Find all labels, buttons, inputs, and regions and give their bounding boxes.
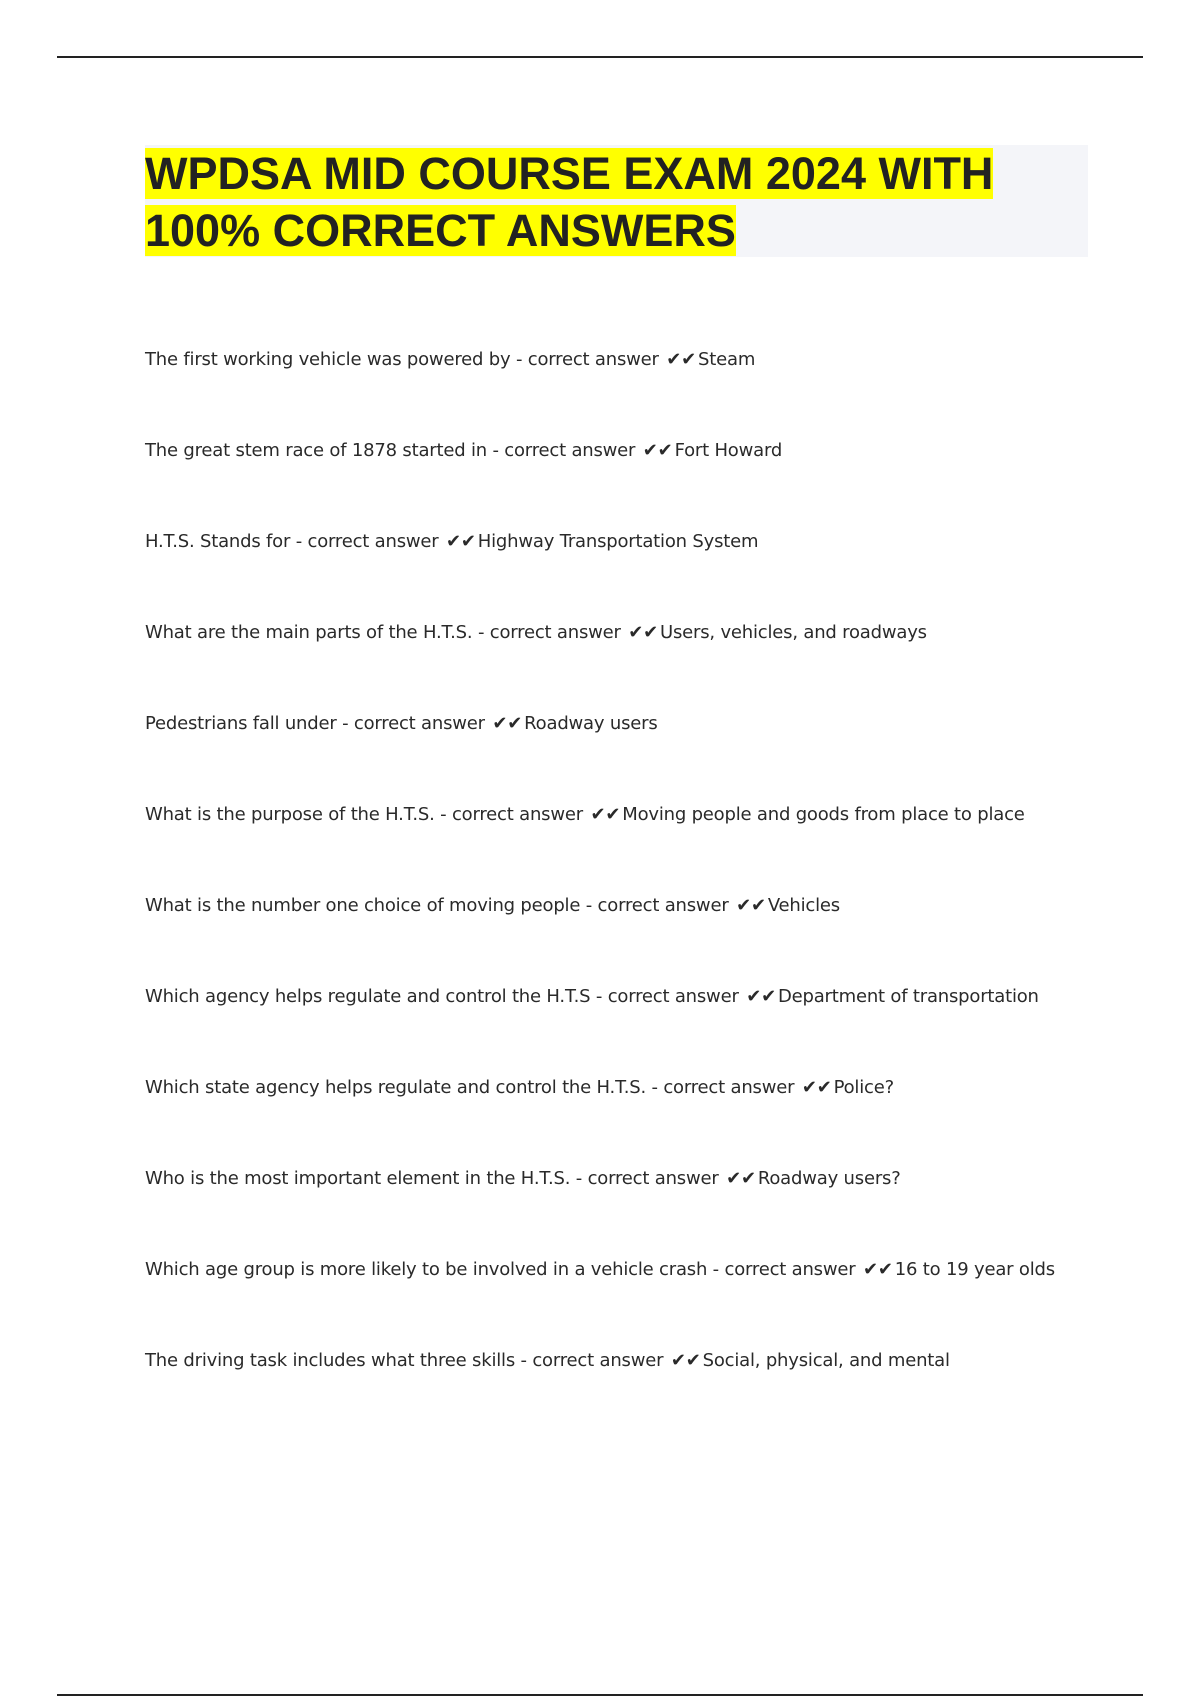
question-text: H.T.S. Stands for - correct answer xyxy=(145,531,439,552)
question-text: Pedestrians fall under - correct answer xyxy=(145,713,485,734)
qa-item xyxy=(145,1346,1145,1437)
answer-text: Police? xyxy=(833,1077,894,1098)
double-check-icon: ✔✔ xyxy=(492,713,523,734)
qa-item xyxy=(145,1073,1145,1164)
answer-text: Moving people and goods from place to place xyxy=(622,804,1025,825)
question-text: What are the main parts of the H.T.S. - correct answer xyxy=(145,622,621,643)
qa-item xyxy=(145,800,1145,891)
bottom-rule xyxy=(57,1694,1143,1696)
double-check-icon: ✔✔ xyxy=(746,986,776,1007)
qa-item xyxy=(145,436,1145,527)
qa-item xyxy=(145,1164,1145,1255)
answer-text: Highway Transportation System xyxy=(477,531,759,552)
answer-text: Fort Howard xyxy=(674,440,783,461)
double-check-icon: ✔✔ xyxy=(628,622,659,643)
double-check-icon: ✔✔ xyxy=(642,440,673,461)
question-text: The driving task includes what three skills - correct answer xyxy=(145,1350,664,1371)
title-highlight: WPDSA MID COURSE EXAM 2024 WITH 100% CORRECT ANSWERS xyxy=(145,148,994,256)
document-title xyxy=(145,145,1088,259)
qa-item xyxy=(145,709,1145,800)
qa-item xyxy=(145,1255,1145,1346)
qa-item xyxy=(145,982,1145,1073)
answer-text: Users, vehicles, and roadways xyxy=(660,622,927,643)
question-text: Who is the most important element in the H.T.S. - correct answer xyxy=(145,1168,719,1189)
title-block xyxy=(145,145,1088,257)
double-check-icon: ✔✔ xyxy=(666,349,697,370)
double-check-icon: ✔✔ xyxy=(590,804,621,825)
question-text: Which age group is more likely to be involved in a vehicle crash - correct answer xyxy=(145,1259,856,1280)
answer-text: Social, physical, and mental xyxy=(702,1350,950,1371)
answer-text: Roadway users xyxy=(524,713,658,734)
double-check-icon: ✔✔ xyxy=(863,1259,893,1280)
top-rule xyxy=(57,56,1143,58)
answer-text: Vehicles xyxy=(767,895,840,916)
qa-item xyxy=(145,345,1145,436)
question-text: What is the purpose of the H.T.S. - correct answer xyxy=(145,804,583,825)
question-text: Which state agency helps regulate and control the H.T.S. - correct answer xyxy=(145,1077,795,1098)
question-text: What is the number one choice of moving people - correct answer xyxy=(145,895,729,916)
answer-text: Department of transportation xyxy=(777,986,1039,1007)
answer-text: Roadway users? xyxy=(757,1168,901,1189)
answer-text: Steam xyxy=(698,349,756,370)
qa-item xyxy=(145,527,1145,618)
qa-list xyxy=(145,345,1145,1437)
question-text: The great stem race of 1878 started in - correct answer xyxy=(145,440,636,461)
qa-item xyxy=(145,891,1145,982)
double-check-icon: ✔✔ xyxy=(736,895,766,916)
double-check-icon: ✔✔ xyxy=(801,1077,832,1098)
double-check-icon: ✔✔ xyxy=(726,1168,756,1189)
qa-item xyxy=(145,618,1145,709)
question-text: Which agency helps regulate and control the H.T.S - correct answer xyxy=(145,986,739,1007)
answer-text: 16 to 19 year olds xyxy=(894,1259,1055,1280)
question-text: The first working vehicle was powered by - correct answer xyxy=(145,349,659,370)
double-check-icon: ✔✔ xyxy=(446,531,476,552)
double-check-icon: ✔✔ xyxy=(670,1350,701,1371)
